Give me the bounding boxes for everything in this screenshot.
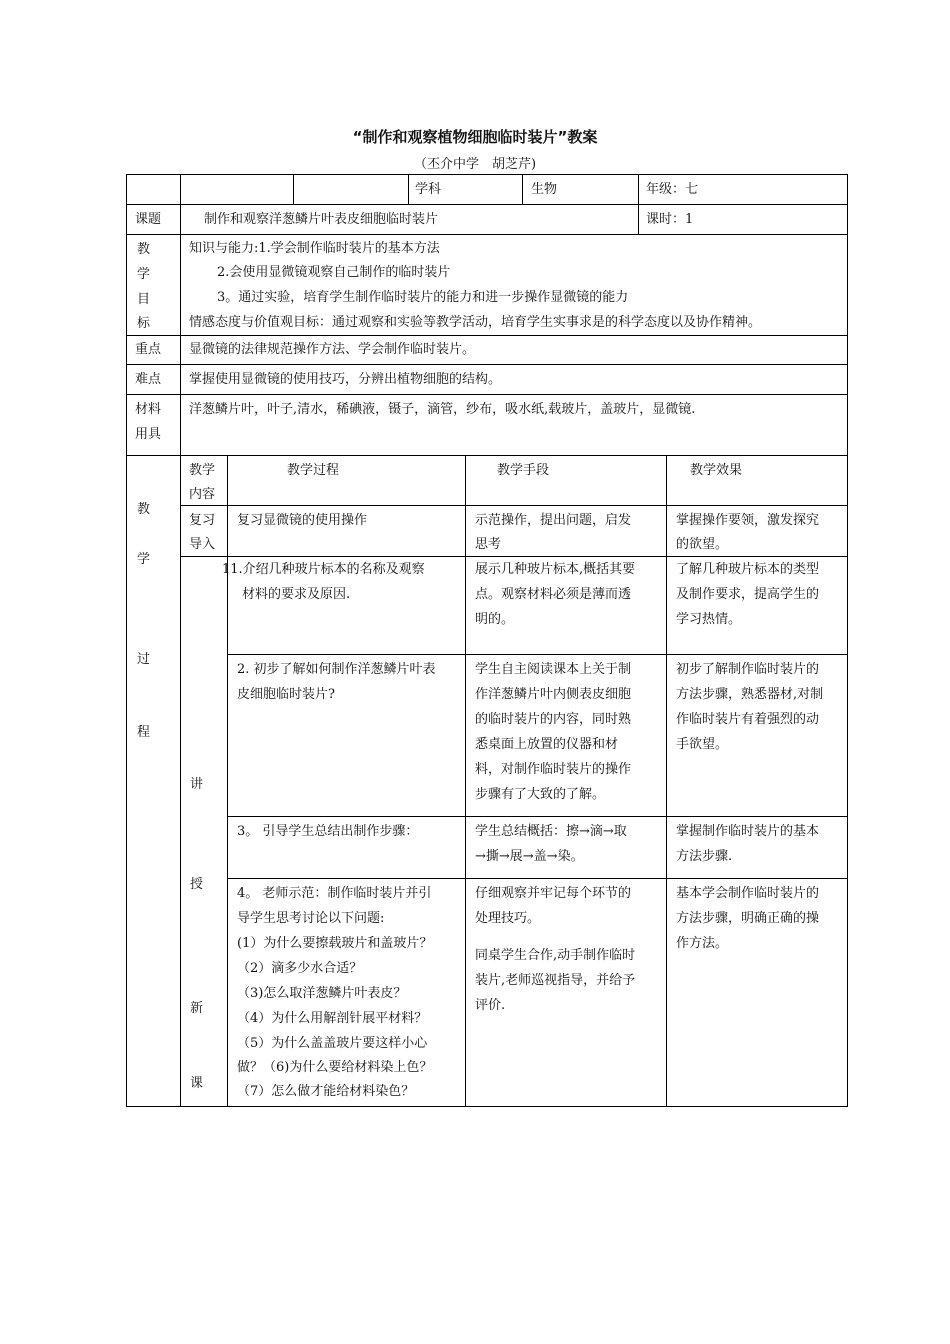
step1-means: 点。观察材料必须是薄而透 <box>475 587 632 602</box>
goals-label-char: 学 <box>137 267 151 282</box>
review-effect: 掌握操作要领，激发探究 <box>676 513 820 528</box>
row-divider <box>126 394 848 395</box>
col-divider <box>666 455 667 1107</box>
col-divider <box>408 174 409 204</box>
header-process: 教学过程 <box>287 463 340 478</box>
step4-means: 装片,老师巡视指导，并给予 <box>475 973 636 988</box>
review-process: 复习显微镜的使用操作 <box>237 513 368 528</box>
step4-effect: 作方法。 <box>676 936 729 951</box>
step4-process: 做？（6)为什么要给材料染上色？ <box>237 1060 433 1075</box>
step4-process: （4）为什么用解剖针展平材料？ <box>237 1011 428 1026</box>
step2-effect: 作临时装片有着强烈的动 <box>676 712 820 727</box>
topic-label: 课题 <box>135 212 162 227</box>
step2-effect: 初步了解制作临时装片的 <box>676 662 820 677</box>
step1-effect: 学习热情。 <box>676 612 742 627</box>
materials-label: 材料 <box>135 402 162 417</box>
header-effect: 教学效果 <box>690 463 743 478</box>
process-row-divider <box>180 505 848 506</box>
step4-effect: 基本学会制作临时装片的 <box>676 886 820 901</box>
key-point-label: 重点 <box>135 342 162 357</box>
step1-process: 材料的要求及原因. <box>242 587 351 602</box>
subject-value: 生物 <box>531 182 558 197</box>
step4-means: 同桌学生合作,动手制作临时 <box>475 948 636 963</box>
step4-process: （7）怎么做才能给材料染色？ <box>237 1084 415 1099</box>
lecture-label: 授 <box>190 877 204 892</box>
step1-effect: 了解几种玻片标本的类型 <box>676 562 820 577</box>
review-effect: 的欲望。 <box>676 537 729 552</box>
step4-process: （2）滴多少水合适？ <box>237 961 363 976</box>
step1-process: 11.介绍几种玻片标本的名称及观察 <box>222 562 425 577</box>
goals-label-char: 目 <box>137 292 151 307</box>
step1-means: 明的。 <box>475 612 515 627</box>
process-row-divider <box>227 654 848 655</box>
step3-effect: 掌握制作临时装片的基本 <box>676 824 820 839</box>
row-divider <box>126 335 848 336</box>
process-row-divider <box>227 816 848 817</box>
goal-line: 知识与能力:1.学会制作临时装片的基本方法 <box>189 241 440 256</box>
step2-process: 皮细胞临时装片? <box>237 687 335 702</box>
step3-means: →撕→展→盖→染。 <box>475 849 584 864</box>
step2-means: 的临时装片的内容，同时熟 <box>475 712 632 727</box>
process-side-label: 程 <box>137 725 151 740</box>
step4-means: 处理技巧。 <box>475 911 541 926</box>
goals-label-char: 教 <box>137 242 151 257</box>
step2-means: 学生自主阅读课本上关于制 <box>475 662 632 677</box>
step4-means: 评价. <box>475 998 506 1013</box>
step4-process: （3)怎么取洋葱鳞片叶表皮？ <box>237 986 407 1001</box>
lecture-label: 课 <box>190 1076 204 1091</box>
process-side-label: 学 <box>137 552 151 567</box>
step2-effect: 方法步骤，熟悉器材,对制 <box>676 687 824 702</box>
step2-process: 2. 初步了解如何制作洋葱鳞片叶表 <box>237 662 436 677</box>
materials-value: 洋葱鳞片叶，叶子,清水，稀碘液，镊子，滴管，纱布，吸水纸,载玻片，盖玻片，显微镜. <box>189 402 696 417</box>
goal-line: 3。通过实验，培育学生制作临时装片的能力和进一步操作显微镜的能力 <box>217 290 629 305</box>
step3-means: 学生总结概括：擦→滴→取 <box>475 824 627 839</box>
col-divider <box>293 174 294 204</box>
col-divider <box>465 455 466 1107</box>
step1-effect: 及制作要求，提高学生的 <box>676 587 820 602</box>
materials-label: 用具 <box>135 427 162 442</box>
difficulty-value: 掌握使用显微镜的使用技巧，分辨出植物细胞的结构。 <box>189 372 502 387</box>
step1-means: 展示几种玻片标本,概括其要 <box>475 562 636 577</box>
review-content: 复习 <box>189 513 216 528</box>
header-means: 教学手段 <box>497 463 550 478</box>
grade-label: 年级：七 <box>646 182 699 197</box>
row-divider <box>126 455 848 456</box>
col-divider <box>180 174 181 1107</box>
lecture-label: 新 <box>190 1001 204 1016</box>
topic-value: 制作和观察洋葱鳞片叶表皮细胞临时装片 <box>204 212 439 227</box>
process-side-label: 教 <box>137 502 151 517</box>
process-side-label: 过 <box>137 652 151 667</box>
document-subtitle: （丕介中学 胡芝芹) <box>413 157 537 172</box>
step4-means: 仔细观察并牢记每个环节的 <box>475 886 632 901</box>
goals-label-char: 标 <box>137 316 151 331</box>
key-point-value: 显微镜的法律规范操作方法、学会制作临时装片。 <box>189 342 476 357</box>
lesson-hours: 课时：1 <box>646 212 694 227</box>
col-divider <box>227 455 228 1107</box>
step2-means: 步骤有了大致的了解。 <box>475 787 606 802</box>
goal-line: 情感态度与价值观目标：通过观察和实验等教学活动，培育学生实事求是的科学态度以及协作精神。 <box>189 315 762 330</box>
row-divider <box>126 234 848 235</box>
row-divider <box>126 364 848 365</box>
step3-process: 3。 引导学生总结出制作步骤： <box>237 824 419 839</box>
step2-means: 悉桌面上放置的仪器和材 <box>475 737 619 752</box>
review-means: 示范操作，提出问题，启发 <box>475 513 632 528</box>
goal-line: 2.会使用显微镜观察自己制作的临时装片 <box>217 265 451 280</box>
header-content: 内容 <box>189 487 216 502</box>
row-divider <box>126 204 848 205</box>
process-row-divider <box>227 878 848 879</box>
col-divider <box>522 174 523 204</box>
step2-means: 料，对制作临时装片的操作 <box>475 762 632 777</box>
col-divider <box>638 174 639 234</box>
difficulty-label: 难点 <box>135 372 162 387</box>
header-content: 教学 <box>189 463 216 478</box>
step3-effect: 方法步骤. <box>676 849 733 864</box>
step4-process: 4。 老师示范：制作临时装片并引 <box>237 886 432 901</box>
step4-effect: 方法步骤，明确正确的操 <box>676 911 820 926</box>
document-title: “制作和观察植物细胞临时装片”教案 <box>352 128 598 146</box>
step4-process: （5）为什么盖盖玻片要这样小心 <box>237 1036 428 1051</box>
step4-process: 导学生思考讨论以下问题: <box>237 911 385 926</box>
review-means: 思考 <box>475 537 502 552</box>
step2-effect: 手欲望。 <box>676 737 729 752</box>
step4-process: (1）为什么要擦载玻片和盖玻片？ <box>237 936 433 951</box>
step2-means: 作洋葱鳞片叶内侧表皮细胞 <box>475 687 632 702</box>
review-content: 导入 <box>189 537 216 552</box>
lecture-label: 讲 <box>190 777 204 792</box>
subject-label: 学科 <box>415 182 442 197</box>
